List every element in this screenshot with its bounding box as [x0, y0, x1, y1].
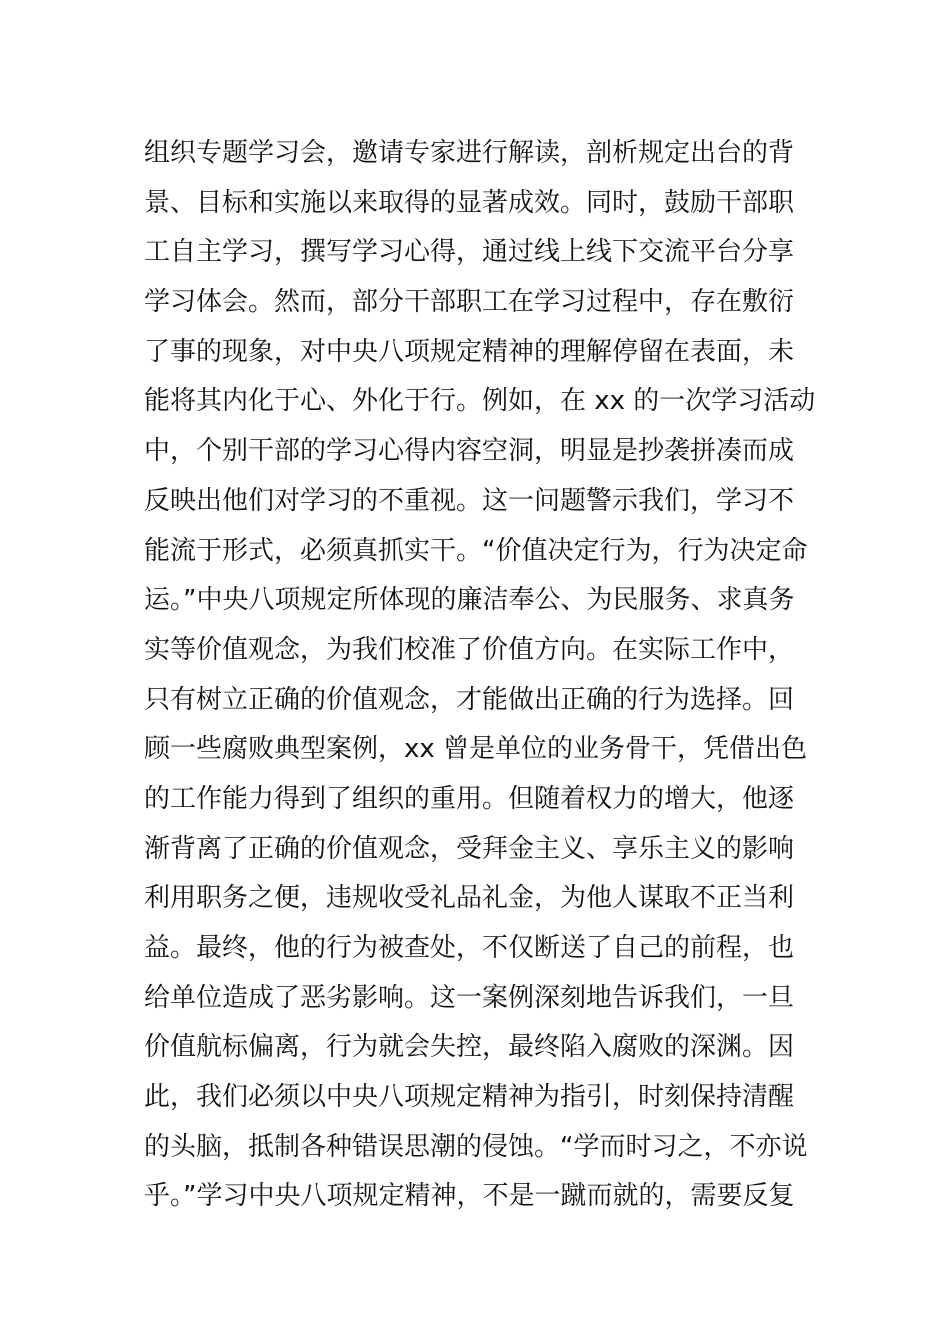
text-line: 反映出他们对学习的不重视。这一问题警示我们，学习不 — [144, 485, 795, 516]
text-line: 顾一些腐败典型案例，xx 曾是单位的业务骨干，凭借出色 — [144, 734, 808, 765]
text-line: 景、目标和实施以来取得的显著成效。同时，鼓励干部职 — [144, 187, 795, 218]
text-line: 此，我们必须以中央八项规定精神为指引，时刻保持清醒 — [144, 1082, 795, 1113]
text-line: 学习体会。然而，部分干部职工在学习过程中，存在敷衍 — [144, 287, 795, 318]
text-line: 益。最终，他的行为被查处，不仅断送了自己的前程，也 — [144, 933, 795, 963]
text-line: 能将其内化于心、外化于行。例如，在 xx 的一次学习活动 — [144, 386, 816, 417]
text-line: 的头脑，抵制各种错误思潮的侵蚀。“学而时习之，不亦说 — [144, 1131, 808, 1162]
text-line: 中，个别干部的学习心得内容空洞，明显是抄袭拼凑而成 — [144, 436, 795, 467]
text-line: 了事的现象，对中央八项规定精神的理解停留在表面，未 — [144, 336, 795, 367]
text-line: 利用职务之便，违规收受礼品礼金，为他人谋取不正当利 — [144, 883, 795, 914]
text-line: 工自主学习，撰写学习心得，通过线上线下交流平台分享 — [144, 237, 795, 268]
text-line: 只有树立正确的价值观念，才能做出正确的行为选择。回 — [144, 684, 795, 715]
text-line: 渐背离了正确的价值观念，受拜金主义、享乐主义的影响 — [144, 833, 795, 864]
text-line: 给单位造成了恶劣影响。这一案例深刻地告诉我们，一旦 — [144, 982, 795, 1013]
text-line: 实等价值观念，为我们校准了价值方向。在实际工作中， — [144, 634, 795, 665]
text-line: 价值航标偏离，行为就会失控，最终陷入腐败的深渊。因 — [144, 1032, 795, 1063]
text-line: 能流于形式，必须真抓实干。“价值决定行为，行为决定命 — [144, 535, 808, 566]
text-line: 的工作能力得到了组织的重用。但随着权力的增大，他逐 — [144, 783, 795, 814]
text-line: 乎。”学习中央八项规定精神，不是一蹴而就的，需要反复 — [144, 1181, 795, 1212]
text-line: 组织专题学习会，邀请专家进行解读，剖析规定出台的背 — [144, 138, 795, 168]
text-line: 运。”中央八项规定所体现的廉洁奉公、为民服务、求真务 — [144, 585, 795, 616]
body-paragraph — [144, 129, 814, 1222]
